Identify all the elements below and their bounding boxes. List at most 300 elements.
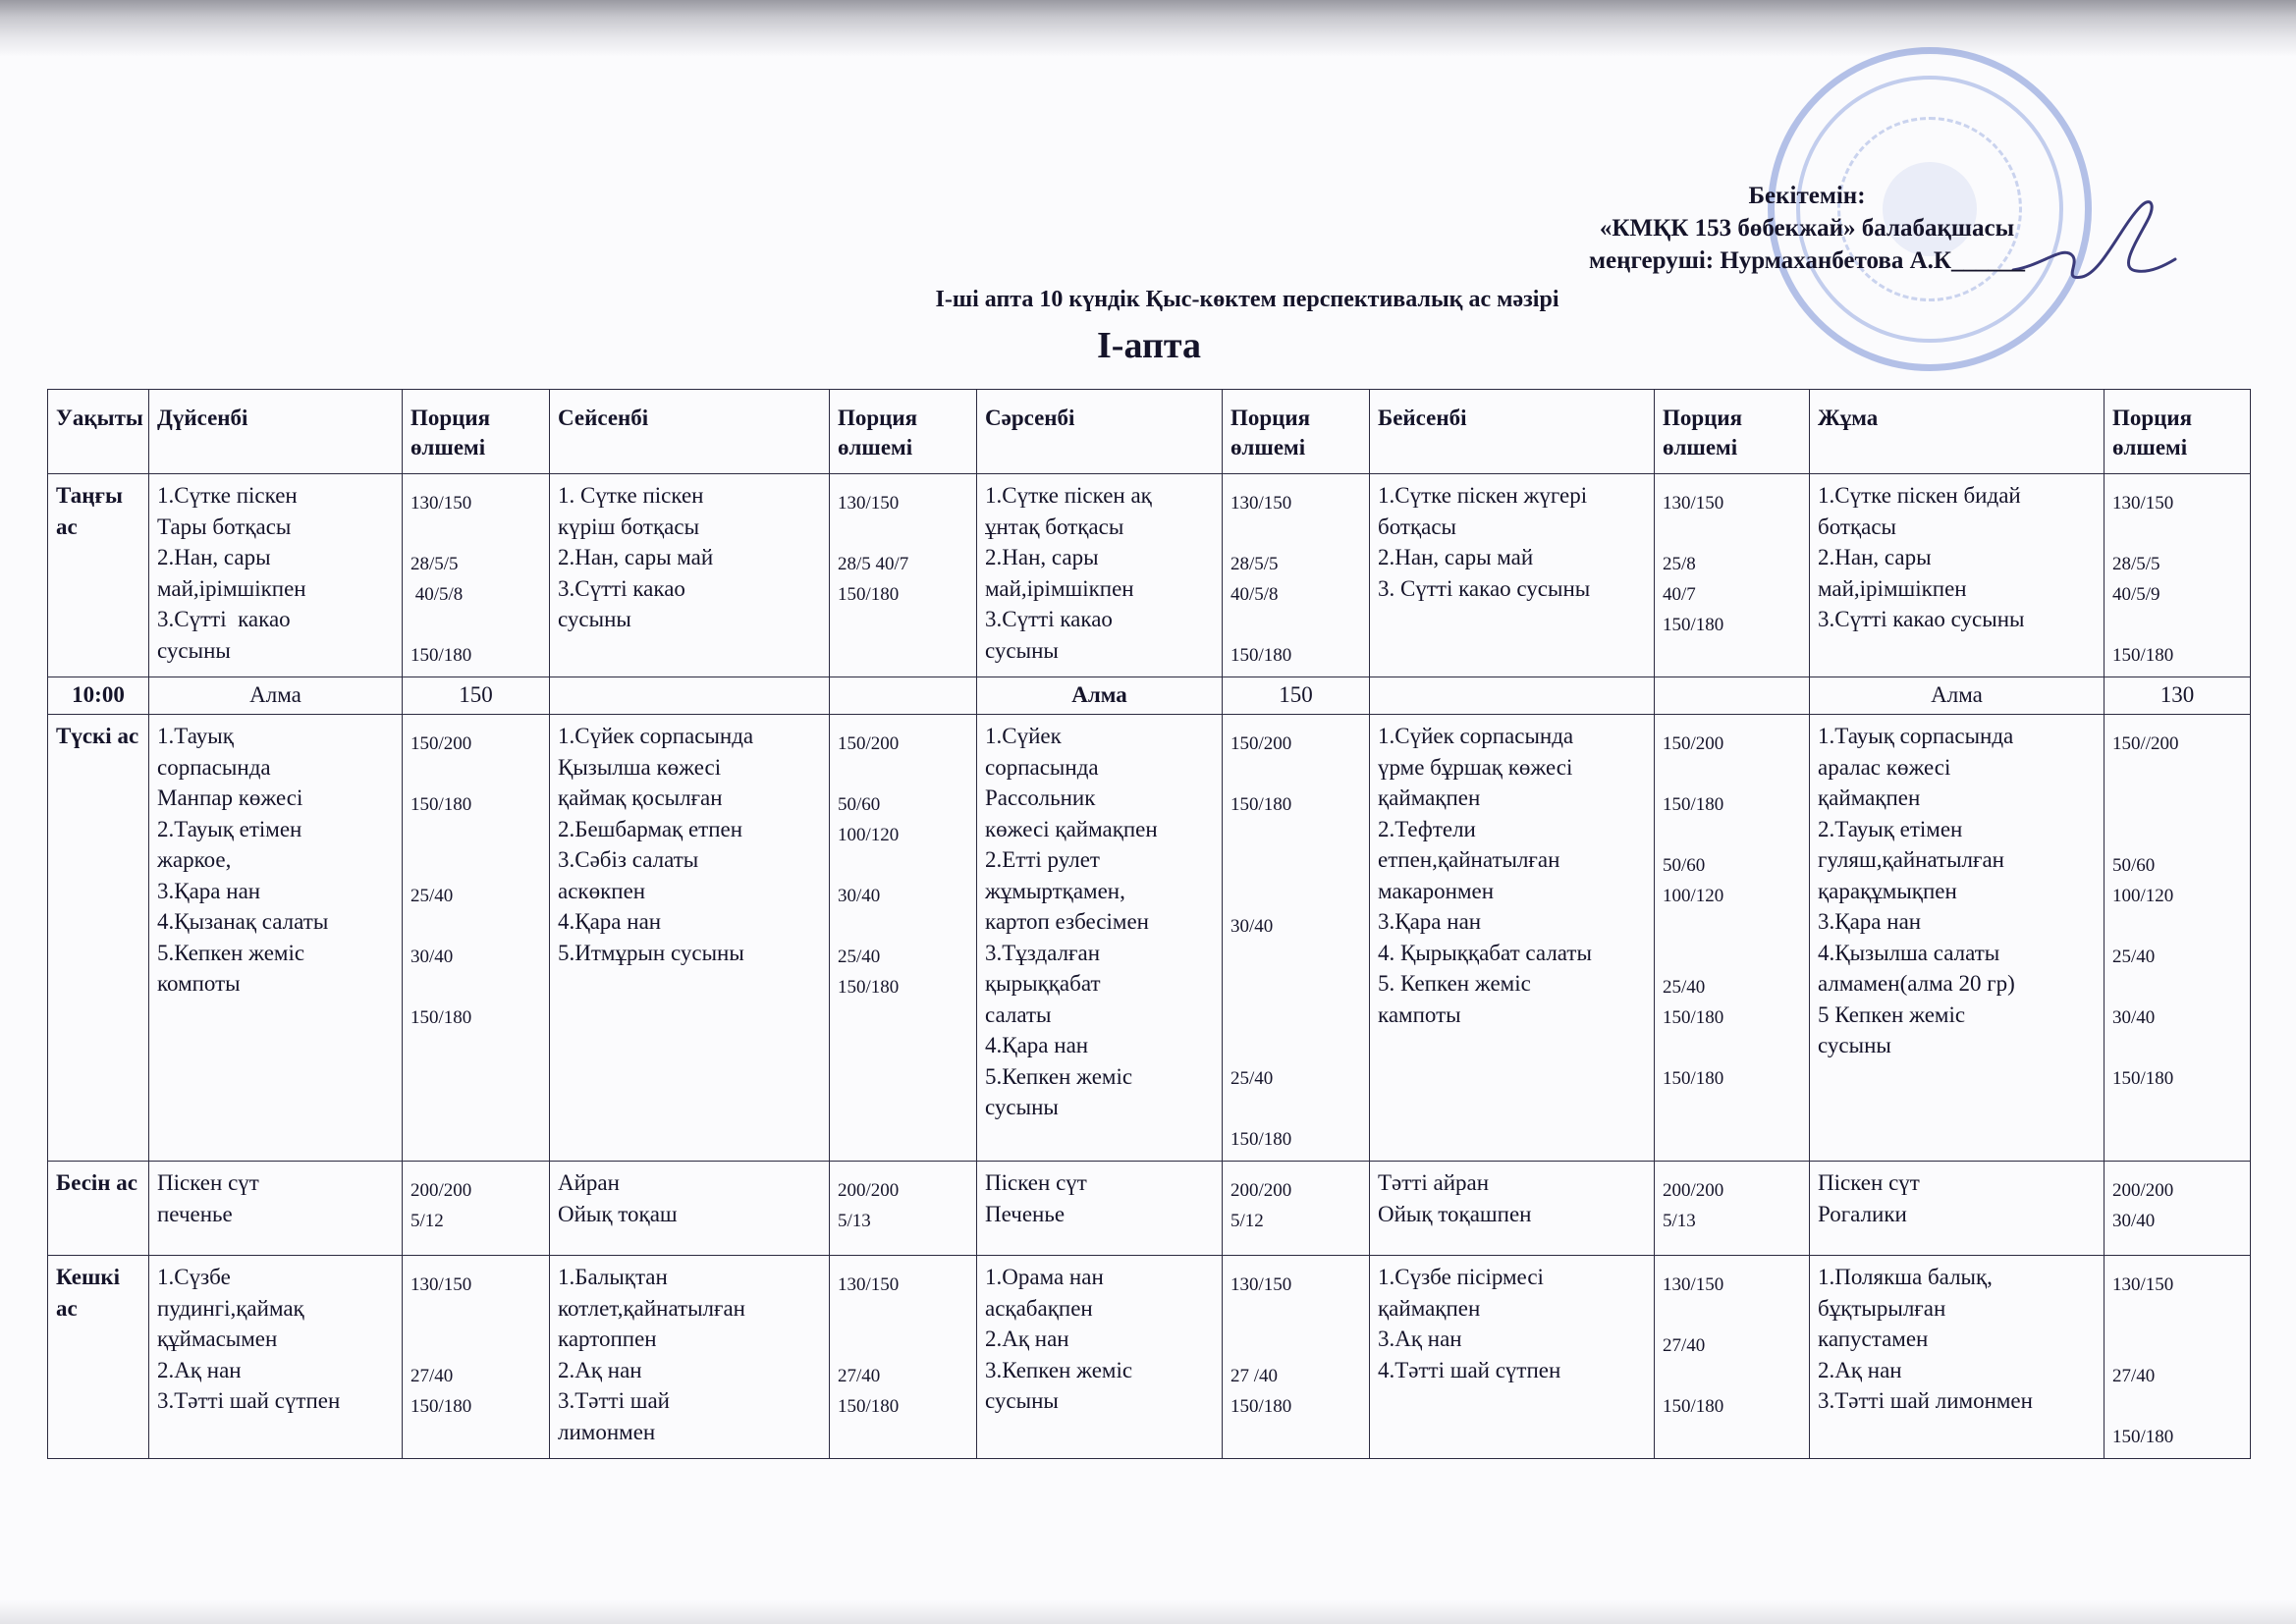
- cell-line: 130/150: [838, 493, 900, 514]
- portion-lines: [1230, 488, 1361, 671]
- header-portion: Порция өлшемі: [1223, 390, 1370, 474]
- dish-cell: [977, 1256, 1223, 1459]
- cell-line: 1.Сүзбе пісірмесі: [1378, 1265, 1544, 1289]
- portion-lines: [2112, 1270, 2242, 1452]
- cell-line: 150/200: [838, 733, 900, 754]
- cell-line: Піскен сүт: [985, 1170, 1087, 1195]
- cell-line: 150/180: [410, 1396, 472, 1417]
- snack-dish: Алма: [149, 677, 403, 715]
- cell-line: 5.Кепкен жеміс: [157, 940, 305, 965]
- dish-lines: [985, 1167, 1214, 1229]
- cell-line: 130/150: [838, 1274, 900, 1295]
- cell-line: қаймақпен: [1818, 785, 1921, 810]
- meal-time: Кешкі ас: [48, 1256, 149, 1459]
- cell-line: 130/150: [410, 1274, 472, 1295]
- dish-lines: [1378, 1167, 1646, 1229]
- cell-line: 25/40: [1663, 977, 1706, 998]
- dish-cell: [1810, 715, 2105, 1162]
- dish-lines: [1818, 480, 2096, 635]
- cell-line: 5.Кепкен жеміс: [985, 1063, 1133, 1089]
- cell-line: 3.Сүтті какао: [985, 607, 1113, 631]
- snack-dish: Алма: [1810, 677, 2105, 715]
- portion-lines: [1663, 1270, 1801, 1422]
- cell-line: [410, 1300, 541, 1330]
- cell-line: 2.Ақ нан: [558, 1357, 642, 1382]
- cell-line: 3.Тәтті шай: [558, 1388, 670, 1413]
- portion-lines: [1663, 488, 1801, 640]
- cell-line: [1230, 850, 1361, 881]
- cell-line: [410, 850, 541, 881]
- cell-line: [838, 911, 968, 942]
- cell-line: 4.Қара нан: [558, 909, 662, 934]
- cell-line: Піскен сүт: [1818, 1170, 1920, 1195]
- cell-line: [410, 759, 541, 789]
- portion-cell: [403, 1256, 550, 1459]
- cell-line: сусыны: [558, 607, 631, 631]
- cell-line: [838, 1330, 968, 1361]
- cell-line: қарақұмықпен: [1818, 878, 1957, 903]
- cell-line: 5/12: [410, 1211, 444, 1231]
- meal-row: [48, 715, 2251, 1162]
- menu-table: [47, 389, 2251, 1459]
- approval-line-2: «КМҚК 153 бөбекжай» балабақшасы: [1599, 215, 2015, 242]
- cell-line: сорпасында: [985, 754, 1099, 780]
- cell-line: сусыны: [985, 637, 1059, 663]
- cell-line: [1663, 911, 1801, 942]
- dish-lines: [985, 480, 1214, 666]
- dish-cell: [1810, 1256, 2105, 1459]
- cell-line: [1663, 820, 1801, 850]
- portion-cell: [830, 1256, 977, 1459]
- cell-line: [1663, 1033, 1801, 1063]
- snack-portion: 150: [1223, 677, 1370, 715]
- cell-line: гуляш,қайнатылған: [1818, 847, 2004, 872]
- cell-line: май,ірімшікпен: [1818, 575, 1967, 601]
- portion-cell: [403, 474, 550, 677]
- cell-line: 150/180: [1230, 1396, 1292, 1417]
- cell-line: 30/40: [838, 886, 881, 906]
- portion-lines: [1230, 1270, 1361, 1422]
- cell-line: 5/13: [838, 1211, 871, 1231]
- cell-line: Тәтті айран: [1378, 1170, 1490, 1195]
- cell-line: 150/180: [2112, 1427, 2174, 1447]
- cell-line: 25/40: [2112, 947, 2156, 967]
- cell-line: 200/200: [410, 1180, 472, 1201]
- cell-line: 130/150: [1663, 1274, 1724, 1295]
- cell-line: 150/180: [1663, 1396, 1724, 1417]
- portion-lines: [2112, 488, 2242, 671]
- cell-line: [1663, 1361, 1801, 1391]
- cell-line: 2.Тауық етімен: [1818, 816, 1963, 841]
- header-day-2: Сейсенбі: [550, 390, 830, 474]
- dish-cell: [1370, 715, 1655, 1162]
- cell-line: 3.Тәтті шай сүтпен: [157, 1388, 341, 1413]
- header-time: Уақыты: [48, 390, 149, 474]
- cell-line: 3.Қара нан: [157, 878, 261, 903]
- cell-line: аскөкпен: [558, 878, 646, 903]
- cell-line: 1.Сүйек сорпасында: [1378, 724, 1574, 748]
- cell-line: 2.Бешбармақ етпен: [558, 816, 743, 841]
- cell-line: [838, 518, 968, 549]
- cell-line: 50/60: [2112, 855, 2156, 876]
- meal-row: [48, 474, 2251, 677]
- portion-cell: [2105, 1256, 2251, 1459]
- cell-line: [2112, 1391, 2242, 1422]
- cell-line: күріш ботқасы: [558, 514, 700, 539]
- cell-line: 3.Сүтті какао: [558, 575, 685, 601]
- meal-row: [48, 1162, 2251, 1256]
- cell-line: картоп езбесімен: [985, 909, 1149, 934]
- cell-line: [1230, 881, 1361, 911]
- cell-line: 150/180: [1663, 1068, 1724, 1089]
- cell-line: үрме бұршақ көжесі: [1378, 754, 1573, 780]
- cell-line: 2.Тауық етімен: [157, 816, 302, 841]
- portion-cell: [1223, 715, 1370, 1162]
- portion-lines: [1230, 729, 1361, 1155]
- cell-line: 100/120: [2112, 886, 2174, 906]
- portion-lines: [838, 1270, 968, 1422]
- header-day-5: Жұма: [1810, 390, 2105, 474]
- cell-line: 2.Нан, сары май: [558, 545, 714, 569]
- dish-lines: [1818, 1167, 2096, 1229]
- cell-line: 25/40: [838, 947, 881, 967]
- dish-lines: [1378, 1262, 1646, 1385]
- cell-line: 150//200: [2112, 733, 2179, 754]
- portion-cell: [1223, 474, 1370, 677]
- cell-line: [2112, 759, 2242, 789]
- dish-lines: [1378, 480, 1646, 604]
- cell-line: май,ірімшікпен: [157, 575, 306, 601]
- cell-line: [2112, 1300, 2242, 1330]
- cell-line: Тары ботқасы: [157, 514, 292, 539]
- header-day-3: Сәрсенбі: [977, 390, 1223, 474]
- cell-line: [2112, 972, 2242, 1002]
- cell-line: [838, 850, 968, 881]
- cell-line: [2112, 610, 2242, 640]
- cell-line: 150/200: [410, 733, 472, 754]
- snack-dish: [550, 677, 830, 715]
- cell-line: 3.Тұздалған: [985, 940, 1101, 965]
- portion-lines: [1230, 1175, 1361, 1236]
- cell-line: 1.Сүзбе: [157, 1265, 231, 1289]
- cell-line: 25/40: [1230, 1068, 1274, 1089]
- cell-line: 4.Тәтті шай сүтпен: [1378, 1357, 1561, 1382]
- cell-line: 150/180: [410, 645, 472, 666]
- cell-line: пудингі,қаймақ: [157, 1295, 304, 1321]
- snack-dish: Алма: [977, 677, 1223, 715]
- cell-line: капустамен: [1818, 1326, 1929, 1351]
- cell-line: 130/150: [1230, 493, 1292, 514]
- cell-line: 30/40: [2112, 1211, 2156, 1231]
- cell-line: 30/40: [1230, 916, 1274, 937]
- dish-cell: [1370, 474, 1655, 677]
- dish-cell: [550, 715, 830, 1162]
- dish-lines: [157, 1167, 394, 1229]
- dish-cell: [1810, 1162, 2105, 1256]
- cell-line: 150/180: [838, 584, 900, 605]
- cell-line: салаты: [985, 1001, 1052, 1027]
- cell-line: [410, 610, 541, 640]
- cell-line: 2.Нан, сары май: [1378, 545, 1534, 569]
- cell-line: 40/7: [1663, 584, 1696, 605]
- portion-cell: [2105, 474, 2251, 677]
- cell-line: [410, 518, 541, 549]
- scan-shadow-bottom: [0, 1600, 2296, 1624]
- cell-line: 130/150: [2112, 1274, 2174, 1295]
- dish-cell: [1370, 1162, 1655, 1256]
- dish-lines: [1818, 1262, 2096, 1417]
- cell-line: 150/180: [1663, 1007, 1724, 1028]
- portion-lines: [838, 488, 968, 610]
- cell-line: 1.Сүйек: [985, 724, 1062, 748]
- cell-line: 3.Қара нан: [1378, 909, 1482, 934]
- cell-line: 25/40: [410, 886, 454, 906]
- week-title: І-апта: [1097, 325, 1201, 366]
- cell-line: құймасымен: [157, 1326, 278, 1351]
- cell-line: 5/13: [1663, 1211, 1696, 1231]
- cell-line: котлет,қайнатылған: [558, 1295, 745, 1321]
- cell-line: 25/8: [1663, 554, 1696, 574]
- cell-line: [1230, 1002, 1361, 1033]
- cell-line: 28/5/5: [2112, 554, 2160, 574]
- dish-lines: [558, 1167, 821, 1229]
- portion-cell: [403, 715, 550, 1162]
- dish-cell: [149, 1256, 403, 1459]
- cell-line: 200/200: [1230, 1180, 1292, 1201]
- cell-line: 50/60: [1663, 855, 1706, 876]
- cell-line: май,ірімшікпен: [985, 575, 1134, 601]
- cell-line: 1.Балықтан: [558, 1265, 668, 1289]
- cell-line: 3.Кепкен жеміс: [985, 1357, 1133, 1382]
- approval-block: [1532, 180, 2082, 277]
- cell-line: [2112, 518, 2242, 549]
- dish-cell: [977, 715, 1223, 1162]
- cell-line: [2112, 1330, 2242, 1361]
- cell-line: 27/40: [2112, 1366, 2156, 1386]
- portion-lines: [2112, 729, 2242, 1094]
- dish-cell: [977, 1162, 1223, 1256]
- cell-line: Рассольник: [985, 785, 1096, 810]
- cell-line: 2.Ақ нан: [157, 1357, 242, 1382]
- cell-line: 3.Сүтті какао сусыны: [1818, 607, 2025, 631]
- header-portion: Порция өлшемі: [1655, 390, 1810, 474]
- cell-line: [1663, 1300, 1801, 1330]
- cell-line: сусыны: [157, 637, 231, 663]
- cell-line: 3.Қара нан: [1818, 909, 1922, 934]
- portion-cell: [1655, 1256, 1810, 1459]
- cell-line: сусыны: [985, 1388, 1059, 1413]
- cell-line: [410, 972, 541, 1002]
- cell-line: асқабақпен: [985, 1295, 1093, 1321]
- cell-line: 1.Сүтке піскен жүгері: [1378, 483, 1588, 508]
- cell-line: 2.Ақ нан: [1818, 1357, 1902, 1382]
- header-day-1: Дүйсенбі: [149, 390, 403, 474]
- cell-line: 4.Қара нан: [985, 1033, 1089, 1057]
- cell-line: [2112, 789, 2242, 820]
- cell-line: Рогалики: [1818, 1201, 1907, 1226]
- cell-line: [1230, 820, 1361, 850]
- dish-cell: [149, 715, 403, 1162]
- cell-line: 1. Сүтке піскен: [558, 483, 704, 508]
- cell-line: 150/180: [410, 794, 472, 815]
- cell-line: 27/40: [410, 1366, 454, 1386]
- dish-cell: [1370, 1256, 1655, 1459]
- portion-cell: [1223, 1162, 1370, 1256]
- cell-line: 150/180: [1230, 794, 1292, 815]
- cell-line: картоппен: [558, 1326, 657, 1351]
- cell-line: 3.Ақ нан: [1378, 1326, 1462, 1351]
- header-portion: Порция өлшемі: [830, 390, 977, 474]
- cell-line: 3.Сүтті какао: [157, 607, 291, 631]
- dish-cell: [1810, 474, 2105, 677]
- cell-line: компоты: [157, 971, 241, 996]
- portion-lines: [838, 1175, 968, 1236]
- cell-line: 130/150: [1663, 493, 1724, 514]
- dish-lines: [1818, 721, 2096, 1061]
- cell-line: [1230, 1300, 1361, 1330]
- header-portion: Порция өлшемі: [403, 390, 550, 474]
- dish-lines: [157, 1262, 394, 1417]
- cell-line: 28/5 40/7: [838, 554, 909, 574]
- cell-line: 5. Кепкен жеміс: [1378, 971, 1531, 996]
- cell-line: қырыққабат: [985, 971, 1101, 996]
- cell-line: 27/40: [1663, 1335, 1706, 1356]
- cell-line: 4. Қырыққабат салаты: [1378, 940, 1592, 965]
- portion-lines: [410, 1175, 541, 1236]
- dish-cell: [149, 474, 403, 677]
- snack-row: [48, 677, 2251, 715]
- portion-cell: [830, 1162, 977, 1256]
- portion-cell: [403, 1162, 550, 1256]
- cell-line: Манпар көжесі: [157, 785, 303, 810]
- cell-line: 150/180: [410, 1007, 472, 1028]
- cell-line: сусыны: [1818, 1033, 1891, 1057]
- cell-line: жұмыртқамен,: [985, 878, 1125, 903]
- cell-line: 30/40: [410, 947, 454, 967]
- cell-line: [1230, 610, 1361, 640]
- dish-lines: [558, 721, 821, 968]
- cell-line: жаркое,: [157, 847, 232, 872]
- cell-line: 5.Итмұрын сусыны: [558, 940, 744, 965]
- cell-line: 5 Кепкен жеміс: [1818, 1001, 1966, 1027]
- dish-cell: [149, 1162, 403, 1256]
- snack-portion: 130: [2105, 677, 2251, 715]
- cell-line: 2.Нан, сары: [985, 545, 1099, 569]
- cell-line: 2.Ақ нан: [985, 1326, 1069, 1351]
- cell-line: 200/200: [838, 1180, 900, 1201]
- cell-line: 150/180: [1663, 615, 1724, 635]
- cell-line: [1230, 972, 1361, 1002]
- cell-line: [2112, 911, 2242, 942]
- cell-line: 150/180: [1663, 794, 1724, 815]
- cell-line: 150/180: [838, 1396, 900, 1417]
- portion-lines: [410, 1270, 541, 1422]
- cell-line: 150/180: [1230, 645, 1292, 666]
- portion-cell: [1223, 1256, 1370, 1459]
- meal-row: [48, 1256, 2251, 1459]
- cell-line: печенье: [157, 1201, 233, 1226]
- menu-subtitle: І-ші апта 10 күндік Қыс-көктем перспективалық ас мәзірі: [935, 287, 1559, 312]
- cell-line: кампоты: [1378, 1001, 1461, 1027]
- cell-line: 150/180: [2112, 645, 2174, 666]
- cell-line: 27/40: [838, 1366, 881, 1386]
- cell-line: 150/200: [1230, 733, 1292, 754]
- dish-cell: [550, 1162, 830, 1256]
- cell-line: бұқтырылған: [1818, 1295, 1946, 1321]
- cell-line: 5/12: [1230, 1211, 1264, 1231]
- meal-time: Бесін ас: [48, 1162, 149, 1256]
- cell-line: [1663, 518, 1801, 549]
- cell-line: сорпасында: [157, 754, 271, 780]
- cell-line: 150/200: [1663, 733, 1724, 754]
- cell-line: 1.Сүтке піскен ақ: [985, 483, 1152, 508]
- cell-line: 3.Тәтті шай лимонмен: [1818, 1388, 2033, 1413]
- cell-line: [410, 911, 541, 942]
- approval-line-3: меңгеруші: Нурмаханбетова А.К______: [1588, 247, 2026, 274]
- cell-line: аралас көжесі: [1818, 754, 1951, 780]
- cell-line: [2112, 820, 2242, 850]
- cell-line: 1.Сүтке піскен бидай: [1818, 483, 2021, 508]
- cell-line: сусыны: [985, 1095, 1059, 1119]
- portion-cell: [830, 715, 977, 1162]
- cell-line: Печенье: [985, 1201, 1066, 1226]
- cell-line: лимонмен: [558, 1419, 656, 1444]
- portion-cell: [830, 474, 977, 677]
- cell-line: 4.Қызылша салаты: [1818, 940, 2000, 965]
- cell-line: етпен,қайнатылған: [1378, 847, 1560, 872]
- meal-time: Таңғы ас: [48, 474, 149, 677]
- cell-line: 150/180: [2112, 1068, 2174, 1089]
- cell-line: 150/180: [838, 977, 900, 998]
- cell-line: 200/200: [2112, 1180, 2174, 1201]
- cell-line: [838, 759, 968, 789]
- portion-lines: [410, 488, 541, 671]
- portion-lines: [1663, 1175, 1801, 1236]
- cell-line: көжесі қаймақпен: [985, 816, 1158, 841]
- dish-cell: [550, 474, 830, 677]
- cell-line: Қызылша көжесі: [558, 754, 722, 780]
- cell-line: 1.Орама нан: [985, 1265, 1104, 1289]
- portion-cell: [2105, 1162, 2251, 1256]
- dish-lines: [558, 480, 821, 635]
- cell-line: 2.Нан, сары: [1818, 545, 1932, 569]
- cell-line: [1230, 1094, 1361, 1124]
- dish-lines: [157, 721, 394, 1000]
- cell-line: 50/60: [838, 794, 881, 815]
- cell-line: 100/120: [1663, 886, 1724, 906]
- dish-cell: [550, 1256, 830, 1459]
- cell-line: [1230, 1033, 1361, 1063]
- cell-line: [1663, 759, 1801, 789]
- snack-time: 10:00: [48, 677, 149, 715]
- cell-line: 130/150: [2112, 493, 2174, 514]
- snack-portion: [1655, 677, 1810, 715]
- cell-line: қаймақпен: [1378, 785, 1481, 810]
- approval-line-1: Бекітемін:: [1748, 183, 1866, 209]
- cell-line: 3. Сүтті какао сусыны: [1378, 575, 1591, 601]
- cell-line: 1.Тауық сорпасында: [1818, 724, 2014, 748]
- cell-line: 40/5/8: [410, 584, 464, 605]
- snack-portion: 150: [403, 677, 550, 715]
- cell-line: Ойық тоқаш: [558, 1201, 678, 1226]
- cell-line: [1230, 1330, 1361, 1361]
- cell-line: [1663, 942, 1801, 972]
- cell-line: макаронмен: [1378, 878, 1495, 903]
- portion-lines: [410, 729, 541, 1033]
- cell-line: 3.Сәбіз салаты: [558, 847, 699, 872]
- portion-cell: [1655, 715, 1810, 1162]
- cell-line: 1.Полякша балық,: [1818, 1265, 1993, 1289]
